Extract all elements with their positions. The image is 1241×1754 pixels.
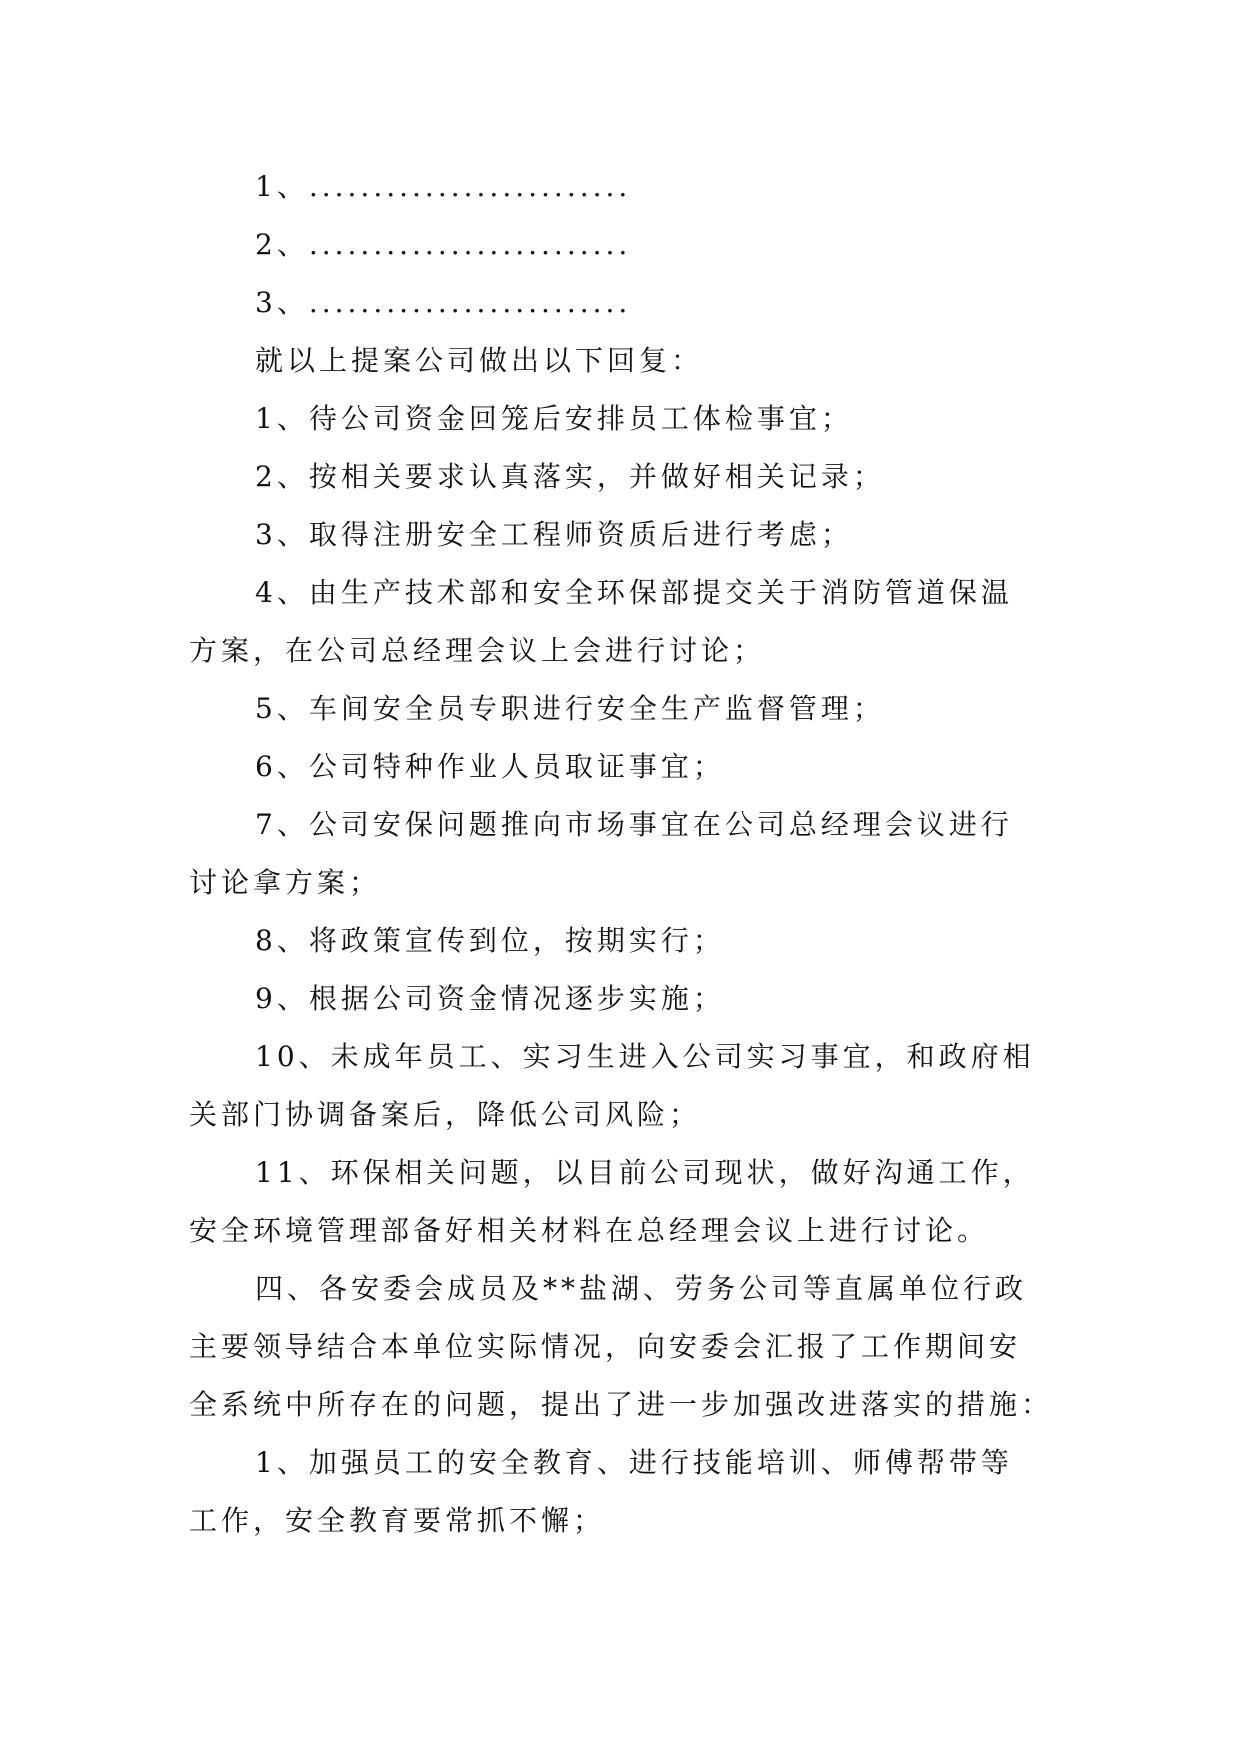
- placeholder-line-2: 2、.........................: [255, 228, 632, 261]
- section-four-line-3: 全系统中所存在的问题，提出了进一步加强改进落实的措施：: [189, 1388, 1054, 1421]
- reply-item-6: 6、公司特种作业人员取证事宜；: [255, 750, 725, 783]
- section-four-line-1: 四、各安委会成员及**盐湖、劳务公司等直属单位行政: [255, 1272, 1028, 1305]
- section-four-line-2: 主要领导结合本单位实际情况，向安委会汇报了工作期间安: [189, 1330, 1022, 1363]
- reply-item-4-line-2: 方案，在公司总经理会议上会进行讨论；: [189, 634, 766, 667]
- reply-item-7-line-2: 讨论拿方案；: [189, 866, 382, 899]
- reply-item-1: 1、待公司资金回笼后安排员工体检事宜；: [255, 402, 853, 435]
- reply-item-11-line-1: 11、环保相关问题，以目前公司现状，做好沟通工作，: [255, 1156, 1035, 1189]
- reply-item-8: 8、将政策宣传到位，按期实行；: [255, 924, 725, 957]
- reply-item-10-line-2: 关部门协调备案后，降低公司风险；: [189, 1098, 702, 1131]
- measure-item-1-line-1: 1、加强员工的安全教育、进行技能培训、师傅帮带等: [255, 1446, 1013, 1479]
- reply-item-10-line-1: 10、未成年员工、实习生进入公司实习事宜，和政府相: [255, 1040, 1035, 1073]
- reply-item-11-line-2: 安全环境管理部备好相关材料在总经理会议上进行讨论。: [189, 1214, 990, 1247]
- reply-item-9: 9、根据公司资金情况逐步实施；: [255, 982, 725, 1015]
- reply-item-5: 5、车间安全员专职进行安全生产监督管理；: [255, 692, 885, 725]
- placeholder-line-1: 1、.........................: [255, 170, 632, 203]
- measure-item-1-line-2: 工作，安全教育要常抓不懈；: [189, 1504, 606, 1537]
- placeholder-line-3: 3、.........................: [255, 286, 632, 319]
- reply-intro: 就以上提案公司做出以下回复：: [255, 344, 704, 377]
- document-body: [189, 158, 1054, 1550]
- reply-item-4-line-1: 4、由生产技术部和安全环保部提交关于消防管道保温: [255, 576, 1013, 609]
- reply-item-7-line-1: 7、公司安保问题推向市场事宜在公司总经理会议进行: [255, 808, 1013, 841]
- reply-item-3: 3、取得注册安全工程师资质后进行考虑；: [255, 518, 853, 551]
- reply-item-2: 2、按相关要求认真落实，并做好相关记录；: [255, 460, 885, 493]
